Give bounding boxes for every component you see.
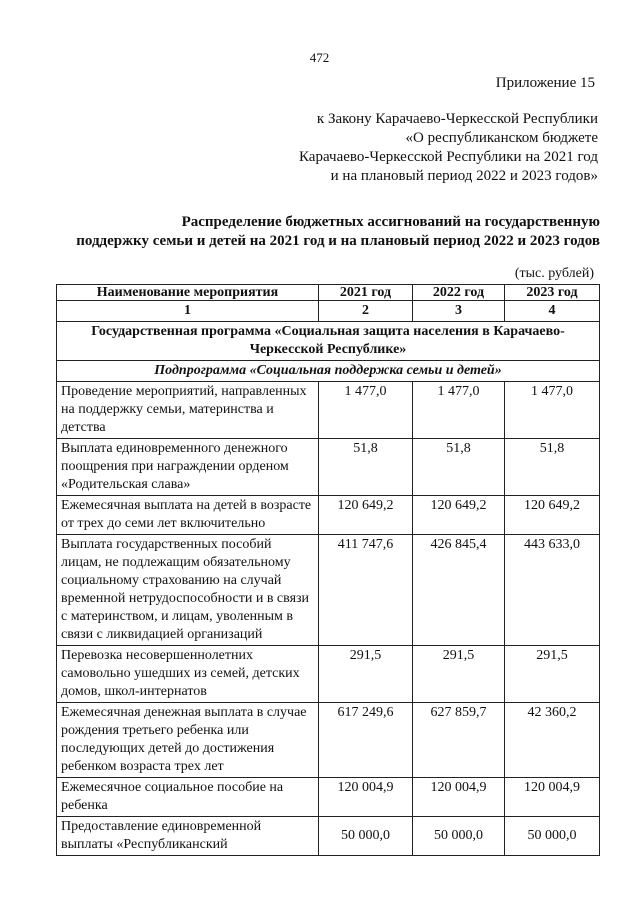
row-name: Проведение мероприятий, направленных на поддержку семьи, материнства и детства: [57, 382, 319, 439]
subprogram-row: [57, 361, 600, 382]
row-name: Ежемесячное социальное пособие на ребенка: [57, 778, 319, 817]
value-2023: 443 633,0: [505, 535, 600, 646]
value-2022: 50 000,0: [413, 817, 505, 856]
appendix-title: Приложение 15: [495, 75, 595, 91]
column-number: 3: [413, 301, 505, 322]
value-2021: 120 004,9: [319, 778, 413, 817]
table-row: [57, 439, 600, 496]
value-2021: 120 649,2: [319, 496, 413, 535]
page-number: 472: [309, 50, 330, 65]
value-2021: 50 000,0: [319, 817, 413, 856]
table-row: [57, 778, 600, 817]
units-label: (тыс. рублей): [514, 266, 594, 281]
subprogram-title: Подпрограмма «Социальная поддержка семьи и детей»: [57, 361, 600, 382]
row-name: Ежемесячная денежная выплата в случае рождения третьего ребенка или последующих детей до достижения ребенком возраста трех лет: [57, 703, 319, 778]
value-2022: 426 845,4: [413, 535, 505, 646]
table-row: [57, 382, 600, 439]
budget-table: [56, 284, 600, 856]
header-2023: 2023 год: [505, 285, 600, 301]
program-row: [57, 322, 600, 361]
value-2021: 411 747,6: [319, 535, 413, 646]
row-name: Перевозка несовершеннолетних самовольно ушедших из семей, детских домов, школ-интернатов: [57, 646, 319, 703]
column-number-row: [57, 301, 600, 322]
value-2021: 291,5: [319, 646, 413, 703]
table-row: [57, 496, 600, 535]
value-2023: 120 004,9: [505, 778, 600, 817]
value-2023: 1 477,0: [505, 382, 600, 439]
header-2021: 2021 год: [319, 285, 413, 301]
value-2021: 617 249,6: [319, 703, 413, 778]
document-title-line: Распределение бюджетных ассигнований на государственную: [181, 214, 600, 230]
law-line: «О республиканском бюджете: [405, 130, 598, 146]
document-title-line: поддержку семьи и детей на 2021 год и на плановый период 2022 и 2023 годов: [76, 233, 600, 249]
column-number: 1: [57, 301, 319, 322]
value-2023: 42 360,2: [505, 703, 600, 778]
value-2022: 51,8: [413, 439, 505, 496]
header-2022: 2022 год: [413, 285, 505, 301]
value-2023: 50 000,0: [505, 817, 600, 856]
document-title: [40, 213, 600, 251]
value-2021: 51,8: [319, 439, 413, 496]
row-name: Предоставление единовременной выплаты «Республиканский: [57, 817, 319, 856]
value-2022: 120 004,9: [413, 778, 505, 817]
value-2023: 120 649,2: [505, 496, 600, 535]
table-row: [57, 646, 600, 703]
value-2022: 1 477,0: [413, 382, 505, 439]
row-name: Выплата единовременного денежного поощрения при награждении орденом «Родительская слава»: [57, 439, 319, 496]
row-name: Выплата государственных пособий лицам, не подлежащим обязательному социальному страхованию на случай временной нетрудоспособности и в связи с материнством, и лицам, уволенным в связи с ликвидацией организаций: [57, 535, 319, 646]
column-number: 4: [505, 301, 600, 322]
value-2023: 51,8: [505, 439, 600, 496]
header-name: Наименование мероприятия: [57, 285, 319, 301]
value-2021: 1 477,0: [319, 382, 413, 439]
value-2022: 120 649,2: [413, 496, 505, 535]
value-2022: 627 859,7: [413, 703, 505, 778]
row-name: Ежемесячная выплата на детей в возрасте от трех до семи лет включительно: [57, 496, 319, 535]
table-row: [57, 535, 600, 646]
table-row: [57, 703, 600, 778]
law-line: и на плановый период 2022 и 2023 годов»: [330, 168, 598, 184]
program-title: Государственная программа «Социальная защита населения в Карачаево-Черкесской Республике»: [57, 322, 600, 361]
table-header-row: [57, 285, 600, 301]
column-number: 2: [319, 301, 413, 322]
value-2023: 291,5: [505, 646, 600, 703]
law-reference: [299, 110, 598, 186]
law-line: Карачаево-Черкесской Республики на 2021 год: [299, 149, 598, 165]
value-2022: 291,5: [413, 646, 505, 703]
law-line: к Закону Карачаево-Черкесской Республики: [316, 111, 598, 127]
table-row: [57, 817, 600, 856]
